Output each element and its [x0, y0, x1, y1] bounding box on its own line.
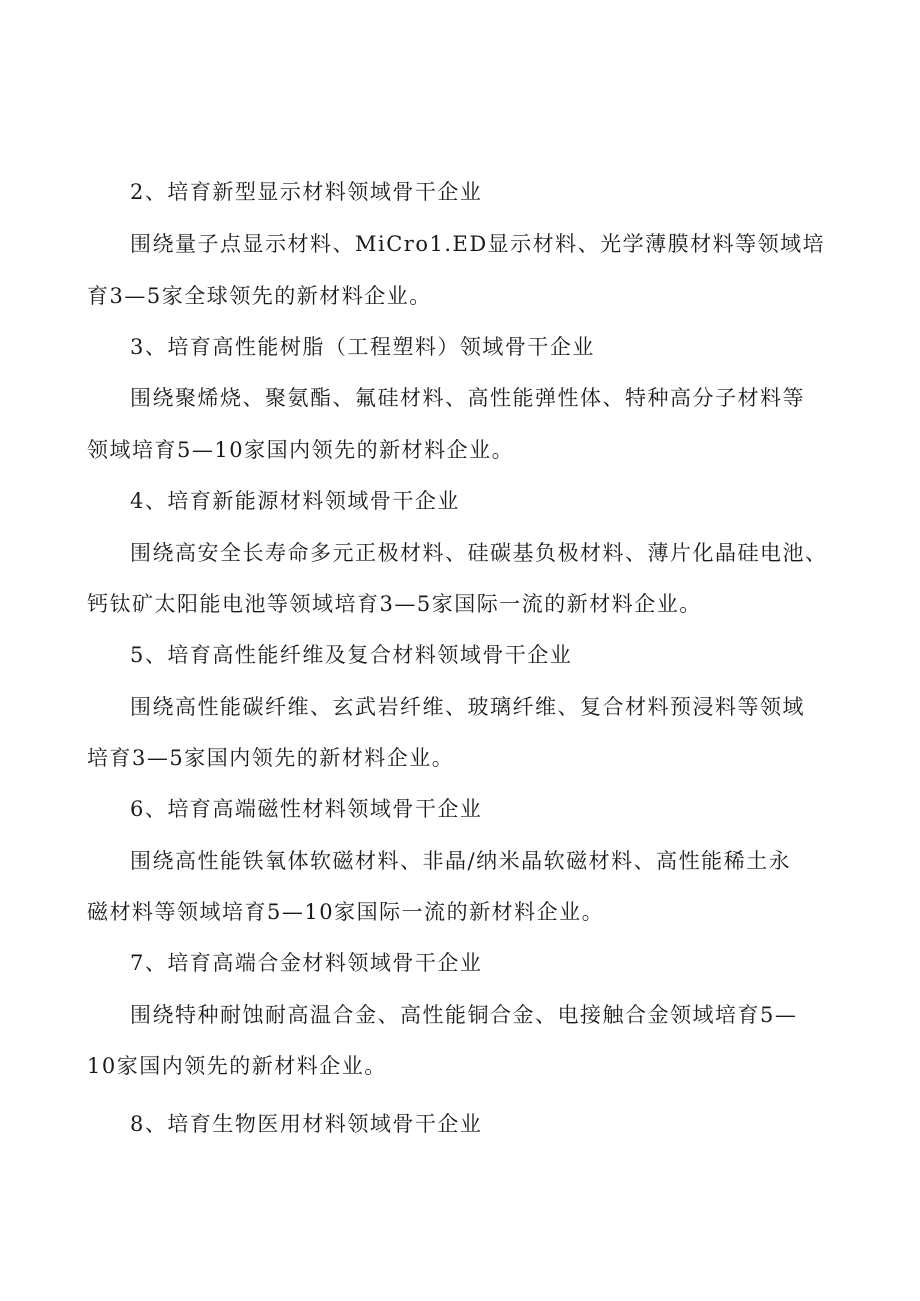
paragraph-line: 磁材料等领域培育5—10家国际一流的新材料企业。 [87, 900, 605, 924]
paragraph-line: 10家国内领先的新材料企业。 [87, 1054, 387, 1078]
section-heading: 5、培育高性能纤维及复合材料领域骨干企业 [130, 643, 573, 667]
paragraph-line: 培育3—5家国内领先的新材料企业。 [87, 746, 455, 770]
paragraph-line: 围绕特种耐蚀耐高温合金、高性能铜合金、电接触合金领域培育5— [130, 1003, 798, 1027]
section-heading: 3、培育高性能树脂（工程塑料）领域骨干企业 [130, 335, 595, 359]
paragraph-line: 领域培育5—10家国内领先的新材料企业。 [87, 438, 515, 462]
paragraph-line: 钙钛矿太阳能电池等领域培育3—5家国际一流的新材料企业。 [87, 592, 702, 616]
section-heading: 6、培育高端磁性材料领域骨干企业 [130, 797, 483, 821]
paragraph-line: 围绕量子点显示材料、MiCro1.ED显示材料、光学薄膜材料等领域培 [130, 232, 826, 256]
paragraph-line: 围绕聚烯烧、聚氨酯、氟硅材料、高性能弹性体、特种高分子材料等 [130, 386, 805, 410]
section-heading: 2、培育新型显示材料领域骨干企业 [130, 180, 483, 204]
section-heading: 7、培育高端合金材料领域骨干企业 [130, 951, 483, 975]
paragraph-line: 围绕高性能碳纤维、玄武岩纤维、玻璃纤维、复合材料预浸料等领域 [130, 695, 805, 719]
section-heading: 8、培育生物医用材料领域骨干企业 [130, 1112, 483, 1136]
paragraph-line: 围绕高性能铁氧体软磁材料、非晶/纳米晶软磁材料、高性能稀土永 [130, 849, 792, 873]
paragraph-line: 围绕高安全长寿命多元正极材料、硅碳基负极材料、薄片化晶硅电池、 [130, 541, 828, 565]
paragraph-line: 育3—5家全球领先的新材料企业。 [87, 284, 432, 308]
section-heading: 4、培育新能源材料领域骨干企业 [130, 489, 460, 513]
